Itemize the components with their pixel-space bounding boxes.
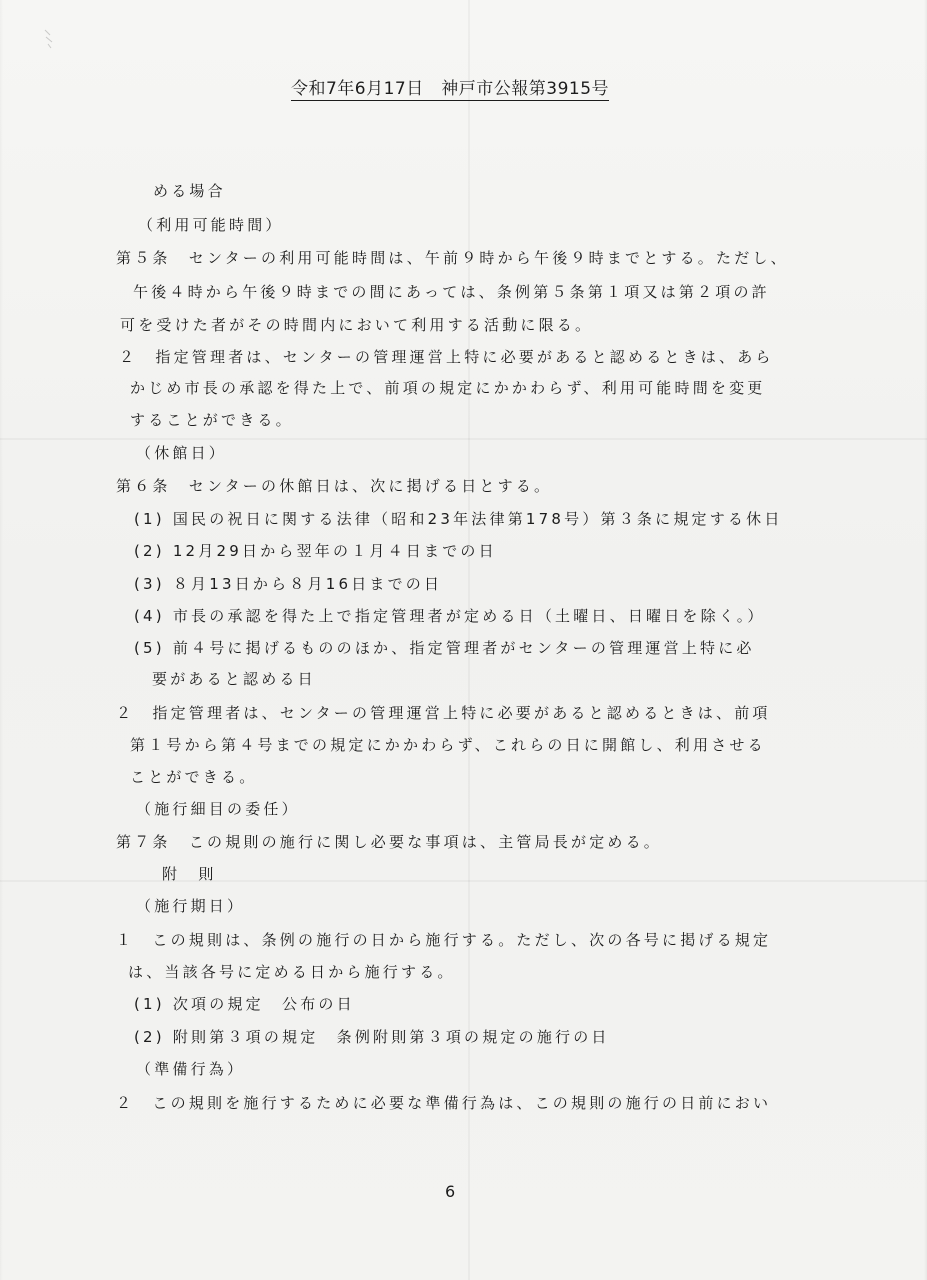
list-item: (1) 次項の規定 公布の日 (134, 995, 355, 1013)
paragraph-line: １ この規則は、条例の施行の日から施行する。ただし、次の各号に掲げる規定 (116, 931, 772, 949)
paragraph-line: ２ この規則を施行するために必要な準備行為は、この規則の施行の日前におい (116, 1094, 772, 1112)
paper-fold (0, 880, 927, 882)
section-heading: （休館日） (136, 444, 228, 462)
text-line: ことができる。 (130, 768, 258, 786)
text-line: することができる。 (130, 411, 294, 429)
text-line: 可を受けた者がその時間内において利用する活動に限る。 (120, 316, 594, 334)
section-heading: （準備行為） (136, 1060, 246, 1078)
section-heading: （施行細目の委任） (136, 800, 300, 818)
page-header (0, 74, 900, 99)
list-item: (4) 市長の承認を得た上で指定管理者が定める日（土曜日、日曜日を除く。） (134, 607, 766, 625)
supplementary-heading: 附 則 (162, 865, 217, 883)
list-item: (2) 附則第３項の規定 条例附則第３項の規定の施行の日 (134, 1028, 610, 1046)
text-line: 第１号から第４号までの規定にかかわらず、これらの日に開館し、利用させる (130, 736, 766, 754)
article-line: 第５条 センターの利用可能時間は、午前９時から午後９時までとする。ただし、 (116, 249, 789, 267)
list-item: (3) ８月13日から８月16日までの日 (134, 575, 443, 593)
text-line: 午後４時から午後９時までの間にあっては、条例第５条第１項又は第２項の許 (133, 283, 770, 301)
paper-fold (0, 438, 927, 440)
article-line: 第６条 センターの休館日は、次に掲げる日とする。 (116, 477, 553, 495)
text-line: かじめ市長の承認を得た上で、前項の規定にかかわらず、利用可能時間を変更 (130, 379, 766, 397)
text-line: 要があると認める日 (152, 670, 316, 688)
header-title: 令和7年6月17日 神戸市公報第3915号 (290, 79, 610, 99)
pencil-mark-icon (42, 28, 56, 50)
page-number: 6 (445, 1182, 456, 1201)
section-heading: （利用可能時間） (138, 216, 284, 234)
list-item: (5) 前４号に掲げるもののほか、指定管理者がセンターの管理運営上特に必 (134, 639, 755, 657)
text-line: める場合 (153, 182, 226, 200)
section-heading: （施行期日） (136, 897, 246, 915)
list-item: (2) 12月29日から翌年の１月４日までの日 (134, 542, 497, 560)
paragraph-line: ２ 指定管理者は、センターの管理運営上特に必要があると認めるときは、前項 (116, 704, 771, 722)
paragraph-line: ２ 指定管理者は、センターの管理運営上特に必要があると認めるときは、あら (119, 348, 774, 366)
list-item: (1) 国民の祝日に関する法律（昭和23年法律第178号）第３条に規定する休日 (134, 510, 783, 528)
text-line: は、当該各号に定める日から施行する。 (128, 963, 456, 981)
article-line: 第７条 この規則の施行に関し必要な事項は、主管局長が定める。 (116, 833, 663, 851)
